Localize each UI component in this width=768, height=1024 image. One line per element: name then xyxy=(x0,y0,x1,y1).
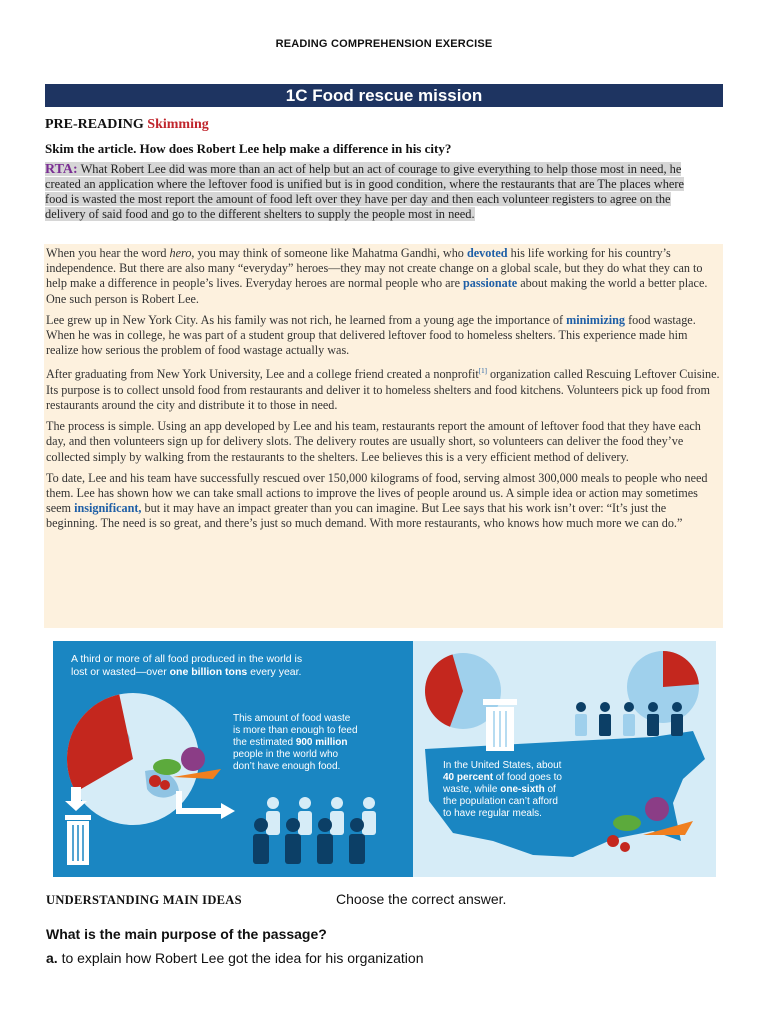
answer-letter: a. xyxy=(46,950,58,966)
keyword-minimizing: minimizing xyxy=(566,312,626,327)
article-body xyxy=(44,244,723,628)
info-right-line-1: In the United States, about xyxy=(443,760,562,771)
info-right-line-2: 40 percent of food goes to xyxy=(443,772,562,783)
rta-text: What Robert Lee did was more than an act of help but an act of courage to give everything to help those most in need, he created an application where the leftover food is unified but is in good condition, where the restaurants that are The places where food is wasted the most report the amount of food left over they have per day and then each volunteer registers to agree on the delivery of said food and go to the different shelters to supply the people most in need. xyxy=(45,162,685,221)
answer-option-a[interactable] xyxy=(46,950,423,966)
pre-reading-label: PRE-READING xyxy=(45,117,144,132)
info-mid-line-3: the estimated 900 million xyxy=(233,737,348,748)
hero-word: hero xyxy=(169,246,192,260)
info-mid-line-5: don’t have enough food. xyxy=(233,761,341,772)
exercise-label: READING COMPREHENSION EXERCISE xyxy=(275,38,493,50)
page-title: 1C Food rescue mission xyxy=(45,84,723,107)
info-right-line-3: waste, while one-sixth of xyxy=(443,784,556,795)
instruction-text: Choose the correct answer. xyxy=(336,891,507,907)
food-waste-infographic xyxy=(53,641,716,877)
keyword-devoted: devoted xyxy=(466,246,508,260)
info-mid-line-4: people in the world who xyxy=(233,749,339,760)
answer-text: to explain how Robert Lee got the idea for his organization xyxy=(57,950,424,966)
info-mid-line-2: is more than enough to feed xyxy=(233,725,358,736)
rta-answer xyxy=(45,162,700,222)
info-right-line-4: the population can’t afford xyxy=(443,796,558,807)
article-paragraph-5: To date, Lee and his team have successfully rescued over 150,000 kilograms of food, serving almost 300,000 meals to people who need them. Lee has shown how we can take small actions to improve the lives of people around us. A simple idea or action may sometimes seem insignificant, but it may have an impact greater than you can imagine. But Lee says that his work isn’t over: “It’s just the beginning. The need is so great, and there’s just so much demand. With more restaurants, who knows how much more we can do.” xyxy=(46,470,708,531)
article-paragraph-1: When you hear the word hero, you may think of someone like Mahatma Gandhi, who devoted his life working for his country’s independence. But there are also many “everyday” heroes—they may not create change on a global scale, but they do what they can to help make a difference in people’s lives. Everyday heroes are normal people who are passionate about making the world a better place. One such person is Robert Lee. xyxy=(46,246,708,306)
keyword-insignificant: insignificant, xyxy=(74,501,142,516)
info-left-line-2: lost or wasted—over one billion tons every year. xyxy=(71,666,302,678)
skim-question: Skim the article. How does Robert Lee help make a difference in his city? xyxy=(45,141,452,156)
info-mid-line-1: This amount of food waste xyxy=(233,713,351,724)
info-left-line-1: A third or more of all food produced in the world is xyxy=(71,653,303,665)
article-paragraph-4: The process is simple. Using an app developed by Lee and his team, restaurants report the amount of leftover food that they have each day, and then volunteers sign up for delivery slots. The delivery routes are usually short, so volunteers can deliver the food they’ve collected simply by walking from the restaurants to the shelters. Lee believes this is a very efficient method of delivery. xyxy=(46,419,701,464)
understanding-main-ideas-heading: UNDERSTANDING MAIN IDEAS xyxy=(46,893,242,907)
pre-reading-heading xyxy=(45,117,209,133)
article-paragraph-2: Lee grew up in New York City. As his family was not rich, he learned from a young age the importance of minimizing food wastage. When he was in college, he was part of a student group that delivered leftover food to homeless shelters. This experience made him realize how serious the problem of food wastage actually was. xyxy=(46,312,696,358)
question-text: What is the main purpose of the passage? xyxy=(46,926,327,942)
footnote-link[interactable]: [1] xyxy=(478,367,487,376)
article-paragraph-3: After graduating from New York University, Lee and a college friend created a nonprofit[1] organization called Rescuing Leftover Cuisine. Its purpose is to collect unsold food from restaurants and deliver it to homeless shelters and food kitchens. Volunteers pick up food from restaurants around the city and distribute it to those in need. xyxy=(46,367,720,412)
keyword-passionate: passionate xyxy=(463,276,518,291)
info-right-line-5: to have regular meals. xyxy=(443,808,542,819)
skimming-label: Skimming xyxy=(147,117,209,132)
rta-label: RTA: xyxy=(45,162,78,177)
